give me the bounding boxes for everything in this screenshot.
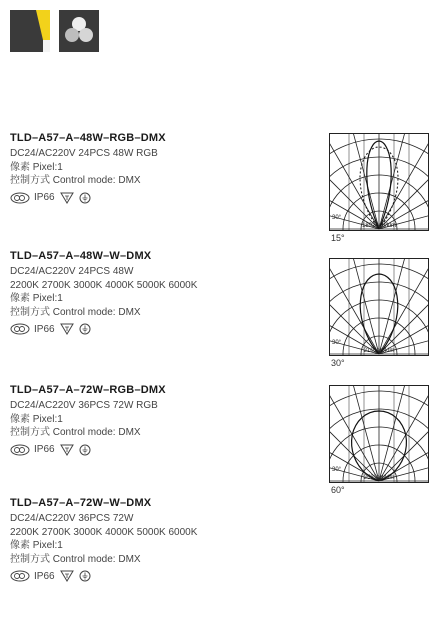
certification-row bbox=[10, 192, 310, 204]
ground-symbol-icon bbox=[79, 570, 91, 582]
spec-line: 控制方式 Control mode: DMX bbox=[10, 175, 141, 186]
certification-row bbox=[10, 323, 310, 335]
polar-angle-label: 30° bbox=[332, 467, 342, 473]
polar-diagram bbox=[329, 385, 429, 483]
spec-line: 像素 Pixel:1 bbox=[10, 161, 63, 173]
spec-line: 2200K 2700K 3000K 4000K 5000K 6000K bbox=[10, 526, 198, 538]
product-block bbox=[10, 132, 310, 204]
spec-line: 2200K 2700K 3000K 4000K 5000K 6000K bbox=[10, 279, 198, 291]
beam-angle: 60° bbox=[331, 485, 345, 495]
spec-line: 控制方式 Control mode: DMX bbox=[10, 553, 141, 565]
cqc-mark-icon bbox=[10, 323, 30, 335]
rgb-cube-icon bbox=[59, 10, 99, 52]
ip-rating: IP66 bbox=[34, 323, 55, 335]
ground-symbol-icon bbox=[79, 444, 91, 456]
triangle-mark-icon bbox=[59, 570, 75, 582]
product-model: TLD–A57–A–72W–RGB–DMX bbox=[10, 384, 166, 396]
ground-symbol-icon bbox=[79, 323, 91, 335]
polar-diagram-svg bbox=[329, 385, 429, 483]
beam-angle: 30° bbox=[331, 358, 345, 368]
spec-line: 控制方式 Control mode: DMX bbox=[10, 427, 141, 438]
spec-line: DC24/AC220V 36PCS 72W bbox=[10, 513, 134, 524]
product-block bbox=[10, 497, 310, 582]
polar-diagram bbox=[329, 258, 429, 356]
product-model: TLD–A57–A–48W–RGB–DMX bbox=[10, 132, 166, 144]
polar-angle-label: 30° bbox=[332, 215, 342, 221]
spec-line: 像素 Pixel:1 bbox=[10, 540, 63, 551]
product-model: TLD–A57–A–48W–W–DMX bbox=[10, 250, 152, 262]
certification-row bbox=[10, 570, 310, 582]
lamp-beam-icon bbox=[10, 10, 50, 52]
candela-value: 18926cd/klm bbox=[361, 223, 397, 229]
ground-symbol-icon bbox=[79, 192, 91, 204]
cqc-mark-icon bbox=[10, 192, 30, 204]
polar-diagram bbox=[329, 133, 429, 231]
candela-value: 2101cd/klm bbox=[363, 348, 395, 354]
spec-line: DC24/AC220V 24PCS 48W bbox=[10, 266, 134, 277]
polar-diagram-svg bbox=[329, 258, 429, 356]
cqc-mark-icon bbox=[10, 570, 30, 582]
ip-rating: IP66 bbox=[34, 192, 55, 203]
product-block bbox=[10, 250, 310, 335]
product-block bbox=[10, 384, 310, 456]
spec-line: 像素 Pixel:1 bbox=[10, 293, 63, 304]
spec-line: DC24/AC220V 36PCS 72W RGB bbox=[10, 400, 158, 411]
spec-line: 像素 Pixel:1 bbox=[10, 413, 63, 425]
triangle-mark-icon bbox=[59, 192, 75, 204]
polar-angle-label: 30° bbox=[332, 340, 342, 346]
ip-rating: IP66 bbox=[34, 570, 55, 582]
spec-line: 控制方式 Control mode: DMX bbox=[10, 306, 141, 318]
cqc-mark-icon bbox=[10, 444, 30, 456]
certification-row bbox=[10, 444, 310, 456]
ip-rating: IP66 bbox=[34, 444, 55, 455]
spec-line: DC24/AC220V 24PCS 48W RGB bbox=[10, 148, 158, 159]
polar-diagram-svg bbox=[329, 133, 429, 231]
beam-angle: 15° bbox=[331, 233, 345, 243]
candela-value: 2523cd/klm bbox=[363, 475, 395, 481]
triangle-mark-icon bbox=[59, 444, 75, 456]
triangle-mark-icon bbox=[59, 323, 75, 335]
product-model: TLD–A57–A–72W–W–DMX bbox=[10, 497, 152, 509]
